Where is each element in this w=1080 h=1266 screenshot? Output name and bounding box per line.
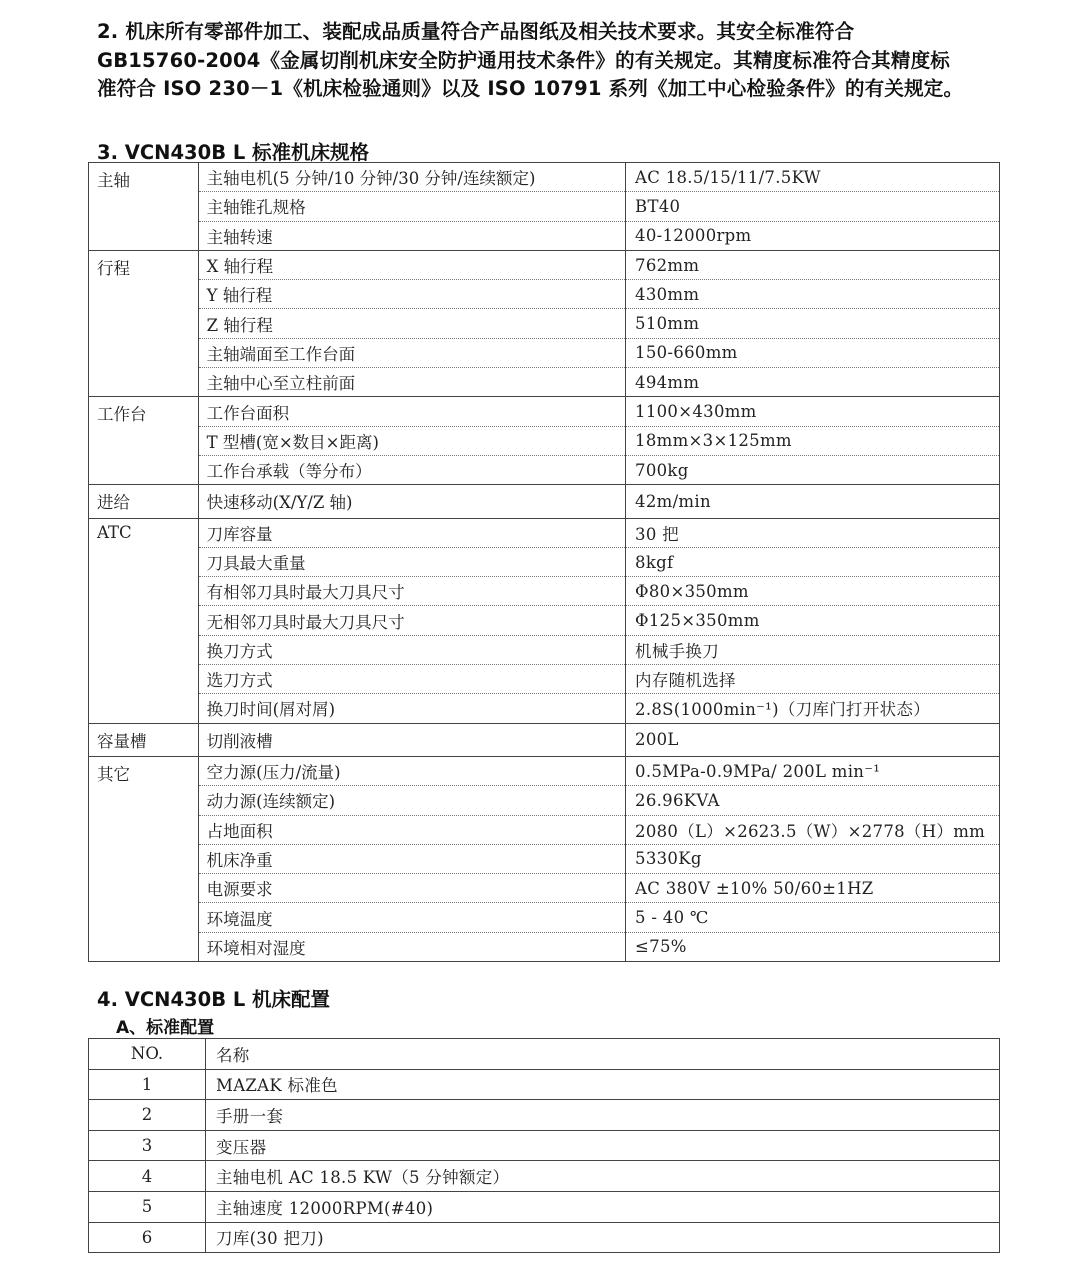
table-row [89, 1161, 1000, 1192]
spec-value: 26.96KVA [626, 786, 1000, 815]
spec-value: 18mm×3×125mm [626, 426, 1000, 455]
spec-value: 700kg [626, 455, 1000, 484]
spec-value: BT40 [626, 192, 1000, 221]
spec-item: 机床净重 [198, 844, 625, 873]
spec-value: 0.5MPa-0.9MPa/ 200L min⁻¹ [626, 756, 1000, 785]
spec-item: T 型槽(宽×数目×距离) [198, 426, 625, 455]
spec-value: 510mm [626, 309, 1000, 338]
spec-item: 占地面积 [198, 815, 625, 844]
intro-line-3: 准符合 ISO 230－1《机床检验通则》以及 ISO 10791 系列《加工中心检验条件》的有关规定。 [97, 77, 964, 100]
spec-item: Z 轴行程 [198, 309, 625, 338]
spec-value: ≤75% [626, 932, 1000, 961]
spec-row [89, 397, 1000, 426]
row-name: 主轴电机 AC 18.5 KW（5 分钟额定） [206, 1161, 1000, 1192]
row-number: 5 [89, 1191, 206, 1222]
spec-category: 主轴 [89, 163, 199, 251]
spec-row [89, 694, 1000, 723]
spec-value: 2080（L）×2623.5（W）×2778（H）mm [626, 815, 1000, 844]
spec-row [89, 368, 1000, 397]
spec-value: 200L [626, 723, 1000, 756]
spec-item: 切削液槽 [198, 723, 625, 756]
intro-line-2: GB15760-2004《金属切削机床安全防护通用技术条件》的有关规定。其精度标准符合其精度标 [97, 48, 950, 72]
spec-row [89, 577, 1000, 606]
standard-config-subheading: A、标准配置 [116, 1018, 215, 1038]
standard-config-table [88, 1038, 1000, 1253]
spec-row [89, 192, 1000, 221]
spec-value: 8kgf [626, 547, 1000, 576]
spec-item: 无相邻刀具时最大刀具尺寸 [198, 606, 625, 635]
spec-item: 环境温度 [198, 903, 625, 932]
spec-category: ATC [89, 518, 199, 723]
spec-value: 762mm [626, 250, 1000, 279]
row-number: 1 [89, 1069, 206, 1100]
spec-item: 有相邻刀具时最大刀具尺寸 [198, 577, 625, 606]
table-row [89, 1069, 1000, 1100]
spec-row [89, 903, 1000, 932]
spec-row [89, 309, 1000, 338]
spec-item: 主轴电机(5 分钟/10 分钟/30 分钟/连续额定) [198, 163, 625, 192]
spec-item: 刀库容量 [198, 518, 625, 547]
spec-item: 主轴锥孔规格 [198, 192, 625, 221]
spec-item: 动力源(连续额定) [198, 786, 625, 815]
spec-row [89, 932, 1000, 961]
spec-item: 刀具最大重量 [198, 547, 625, 576]
spec-row [89, 338, 1000, 367]
table-row [89, 1130, 1000, 1161]
spec-category: 其它 [89, 756, 199, 961]
spec-row [89, 250, 1000, 279]
table-row [89, 1191, 1000, 1222]
spec-value: 150-660mm [626, 338, 1000, 367]
spec-item: 换刀时间(屑对屑) [198, 694, 625, 723]
spec-value: 内存随机选择 [626, 665, 1000, 694]
table-row [89, 1222, 1000, 1253]
spec-category: 工作台 [89, 397, 199, 485]
row-number: 4 [89, 1161, 206, 1192]
spec-item: 环境相对湿度 [198, 932, 625, 961]
spec-row [89, 786, 1000, 815]
row-name: MAZAK 标准色 [206, 1069, 1000, 1100]
spec-row [89, 280, 1000, 309]
standard-config-body [89, 1069, 1000, 1253]
spec-category: 容量槽 [89, 723, 199, 756]
header-no: NO. [89, 1039, 206, 1070]
spec-item: 换刀方式 [198, 635, 625, 664]
spec-item: 主轴转速 [198, 221, 625, 250]
section-3-heading: 3. VCN430B L 标准机床规格 [97, 141, 370, 164]
row-name: 主轴速度 12000RPM(#40) [206, 1191, 1000, 1222]
spec-category: 进给 [89, 485, 199, 518]
intro-line-1: 2. 机床所有零部件加工、装配成品质量符合产品图纸及相关技术要求。其安全标准符合 [97, 20, 855, 43]
spec-row [89, 455, 1000, 484]
spec-table-body [89, 163, 1000, 962]
spec-value: 30 把 [626, 518, 1000, 547]
spec-row [89, 756, 1000, 785]
spec-value: 1100×430mm [626, 397, 1000, 426]
spec-value: AC 380V ±10% 50/60±1HZ [626, 874, 1000, 903]
spec-value: 2.8S(1000min⁻¹)（刀库门打开状态） [626, 694, 1000, 723]
spec-row [89, 485, 1000, 518]
spec-value: 430mm [626, 280, 1000, 309]
spec-row [89, 547, 1000, 576]
spec-item: 电源要求 [198, 874, 625, 903]
row-name: 手册一套 [206, 1100, 1000, 1131]
spec-item: 空力源(压力/流量) [198, 756, 625, 785]
spec-value: 40-12000rpm [626, 221, 1000, 250]
spec-row [89, 723, 1000, 756]
spec-value: 5330Kg [626, 844, 1000, 873]
row-name: 刀库(30 把刀) [206, 1222, 1000, 1253]
table-header-row [89, 1039, 1000, 1070]
spec-row [89, 518, 1000, 547]
spec-row [89, 163, 1000, 192]
spec-category: 行程 [89, 250, 199, 396]
spec-table [88, 162, 1000, 962]
spec-value: AC 18.5/15/11/7.5KW [626, 163, 1000, 192]
spec-value: 5 - 40 ℃ [626, 903, 1000, 932]
spec-item: Y 轴行程 [198, 280, 625, 309]
spec-item: 工作台面积 [198, 397, 625, 426]
spec-row [89, 665, 1000, 694]
table-row [89, 1100, 1000, 1131]
spec-row [89, 815, 1000, 844]
spec-item: 主轴中心至立柱前面 [198, 368, 625, 397]
row-number: 3 [89, 1130, 206, 1161]
section-4-heading: 4. VCN430B L 机床配置 [97, 988, 331, 1011]
header-name: 名称 [206, 1039, 1000, 1070]
spec-row [89, 221, 1000, 250]
spec-item: 快速移动(X/Y/Z 轴) [198, 485, 625, 518]
spec-value: Φ80×350mm [626, 577, 1000, 606]
spec-item: 主轴端面至工作台面 [198, 338, 625, 367]
spec-row [89, 844, 1000, 873]
spec-item: X 轴行程 [198, 250, 625, 279]
spec-row [89, 635, 1000, 664]
spec-row [89, 426, 1000, 455]
spec-value: 494mm [626, 368, 1000, 397]
spec-item: 工作台承载（等分布） [198, 455, 625, 484]
spec-item: 选刀方式 [198, 665, 625, 694]
row-name: 变压器 [206, 1130, 1000, 1161]
spec-value: Φ125×350mm [626, 606, 1000, 635]
spec-value: 机械手换刀 [626, 635, 1000, 664]
row-number: 6 [89, 1222, 206, 1253]
spec-row [89, 606, 1000, 635]
spec-value: 42m/min [626, 485, 1000, 518]
spec-row [89, 874, 1000, 903]
row-number: 2 [89, 1100, 206, 1131]
intro-paragraph [97, 18, 1007, 104]
